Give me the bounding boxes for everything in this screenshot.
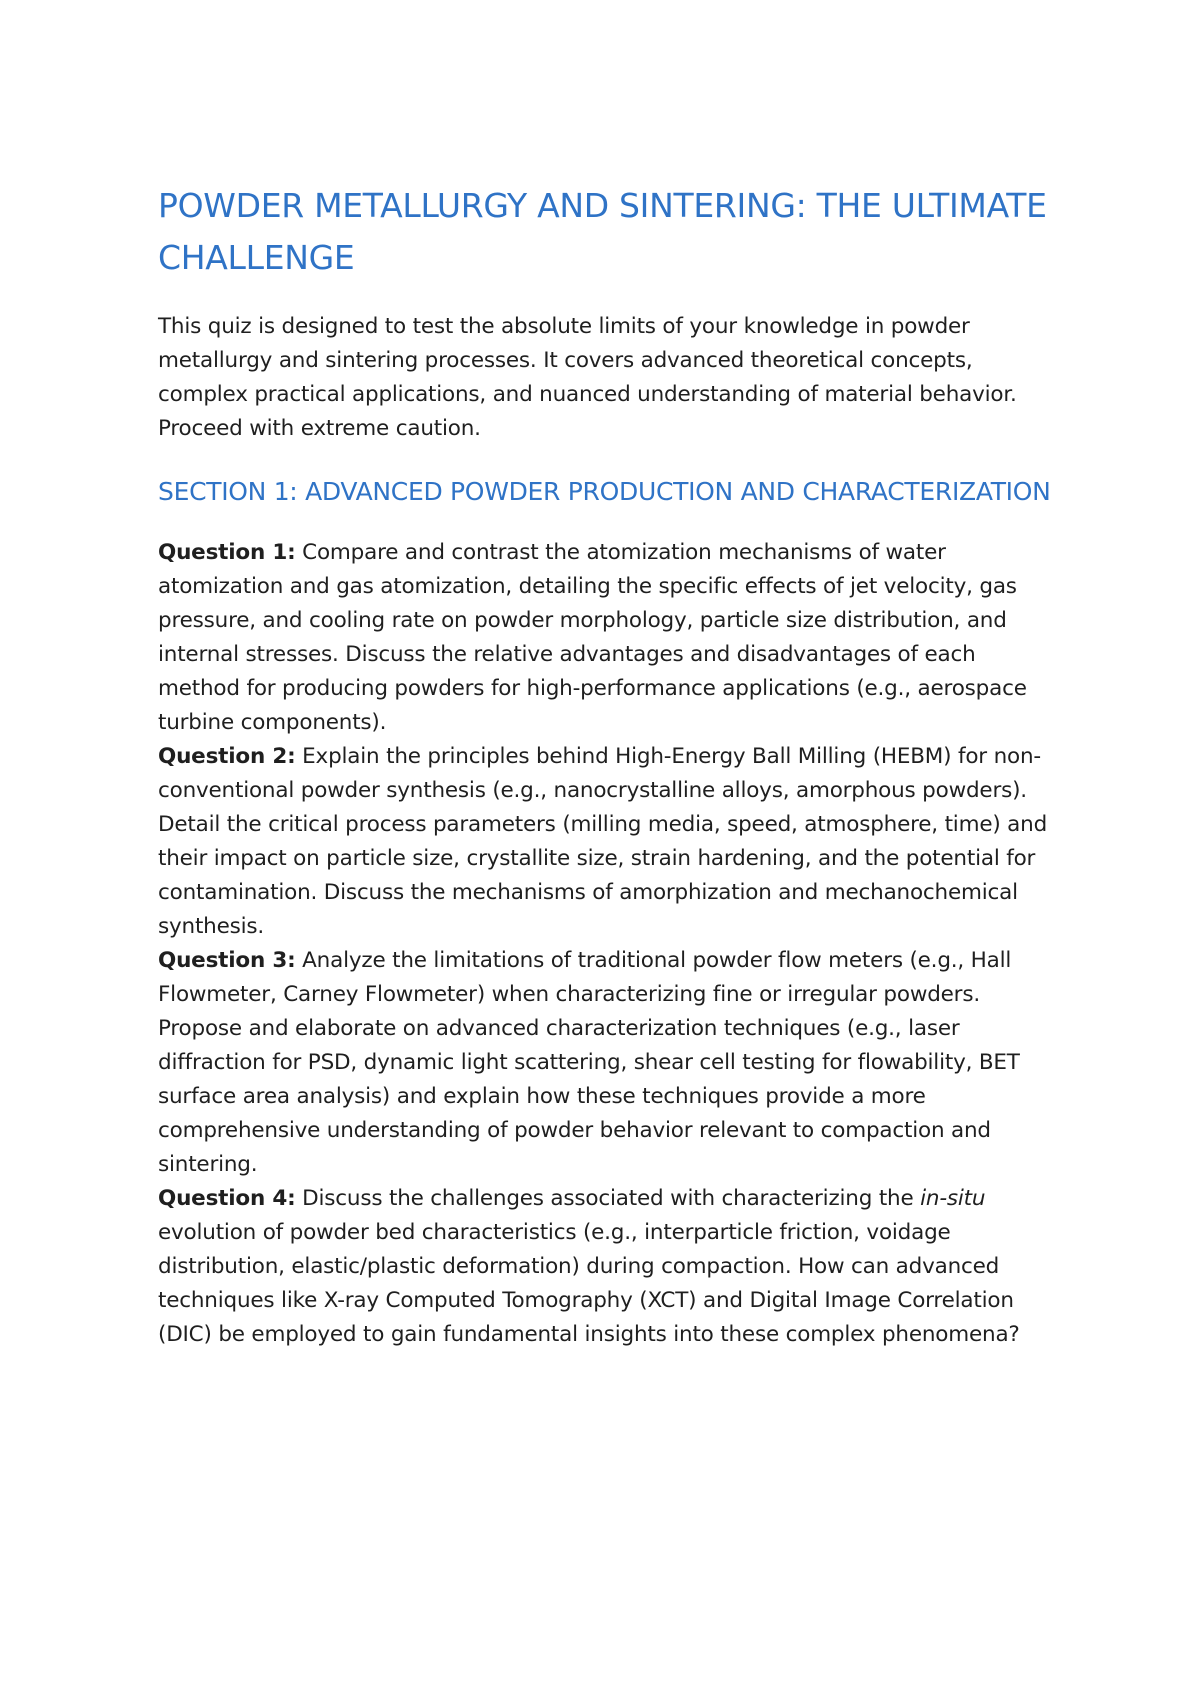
question-4-label: Question 4: bbox=[158, 1186, 296, 1211]
question-1-text: Compare and contrast the atomization mechanisms of water atomization and gas atomization, detailing the specific effects of jet velocity, gas pressure, and cooling rate on powder morphology, particle size distribution, and internal stresses. Discuss the relative advantages and disadvantages of each method for producing powders for high-performance applications (e.g., aerospace turbine components). bbox=[158, 540, 1027, 735]
question-2-label: Question 2: bbox=[158, 744, 296, 769]
question-1-label: Question 1: bbox=[158, 540, 296, 565]
question-3-text: Analyze the limitations of traditional powder flow meters (e.g., Hall Flowmeter, Carney Flowmeter) when characterizing fine or irregular powders. Propose and elaborate on advanced characterization techniques (e.g., laser diffraction for PSD, dynamic light scattering, shear cell testing for flowability, BET surface area analysis) and explain how these techniques provide a more comprehensive understanding of powder behavior relevant to compaction and sintering. bbox=[158, 948, 1020, 1177]
question-4-emphasis: in-situ bbox=[920, 1186, 986, 1211]
question-4-text-before: Discuss the challenges associated with characterizing the bbox=[295, 1186, 921, 1211]
question-3 bbox=[158, 944, 1058, 1182]
question-2 bbox=[158, 740, 1058, 944]
document-title: POWDER METALLURGY AND SINTERING: THE ULTIMATE CHALLENGE bbox=[158, 186, 1047, 277]
section-1-title: SECTION 1: ADVANCED POWDER PRODUCTION AND CHARACTERIZATION bbox=[158, 477, 1051, 506]
question-list bbox=[158, 536, 1058, 1352]
question-2-text: Explain the principles behind High-Energy Ball Milling (HEBM) for non-conventional powder synthesis (e.g., nanocrystalline alloys, amorphous powders). Detail the critical process parameters (milling media, speed, atmosphere, time) and their impact on particle size, crystallite size, strain hardening, and the potential for contamination. Discuss the mechanisms of amorphization and mechanochemical synthesis. bbox=[158, 744, 1048, 939]
question-1 bbox=[158, 536, 1058, 740]
question-4 bbox=[158, 1182, 1058, 1352]
document-page bbox=[158, 180, 1058, 1352]
question-3-label: Question 3: bbox=[158, 948, 296, 973]
question-4-text-after: evolution of powder bed characteristics (e.g., interparticle friction, voidage distribution, elastic/plastic deformation) during compaction. How can advanced techniques like X-ray Computed Tomography (XCT) and Digital Image Correlation (DIC) be employed to gain fundamental insights into these complex phenomena? bbox=[158, 1220, 1020, 1347]
intro-paragraph: This quiz is designed to test the absolute limits of your knowledge in powder metallurgy and sintering processes. It covers advanced theoretical concepts, complex practical applications, and nuanced understanding of material behavior. Proceed with extreme caution. bbox=[158, 314, 1017, 441]
